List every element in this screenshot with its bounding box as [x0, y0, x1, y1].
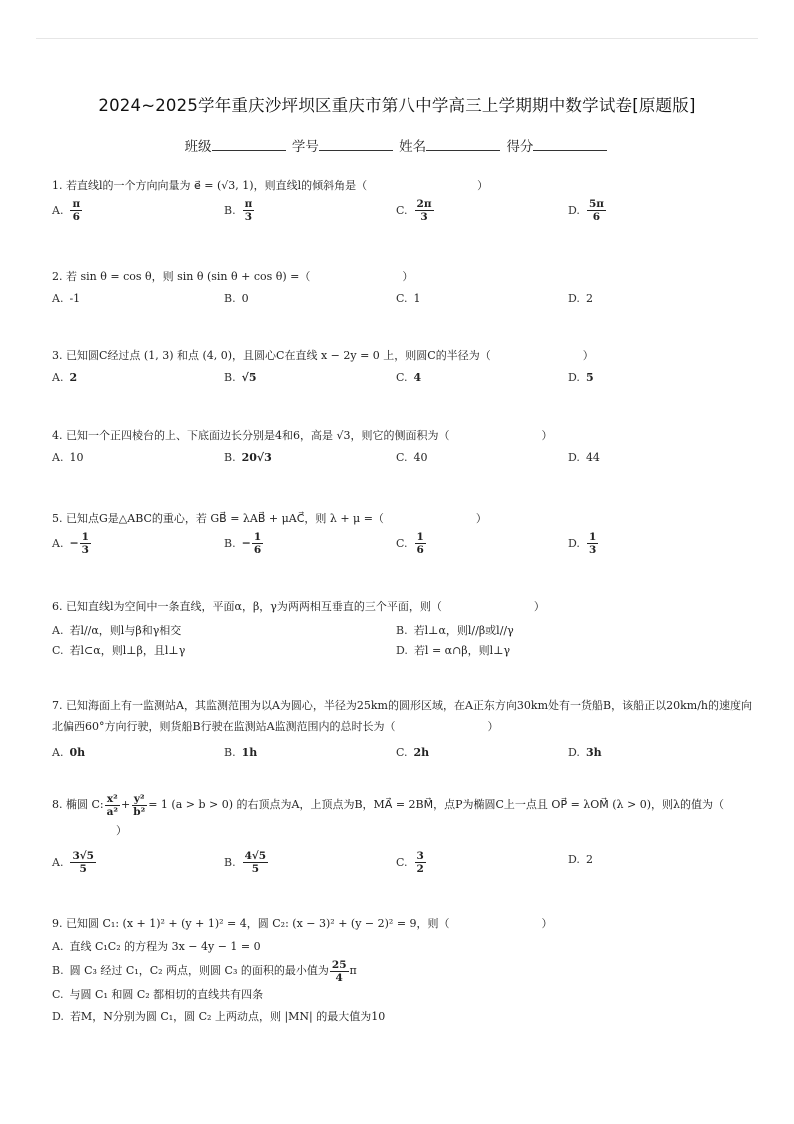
option-d[interactable] [568, 850, 593, 870]
question-stem [52, 914, 754, 934]
option-a[interactable] [52, 368, 77, 388]
frac-numerator: 1 [588, 531, 597, 543]
option-text: 2 [69, 371, 78, 384]
question-text: 椭圆 C: [66, 798, 104, 811]
option-d[interactable] [568, 289, 593, 309]
option-a[interactable] [52, 850, 97, 875]
option-a[interactable] [52, 448, 83, 468]
frac-denominator: 6 [72, 211, 80, 223]
score-blank[interactable] [533, 138, 607, 151]
question-2 [52, 267, 754, 307]
option-label: A. [52, 536, 64, 550]
option-c[interactable] [396, 850, 427, 875]
option-text: 若M，N分别为圆 C₁，圆 C₂ 上两动点，则 |MN| 的最大值为10 [69, 1010, 386, 1023]
option-text: 与圆 C₁ 和圆 C₂ 都相切的直线共有四条 [69, 988, 264, 1001]
question-number: 8. [52, 798, 63, 811]
question-text-rest: = 1 (a > b > 0) 的右顶点为A，上顶点为B，MA⃗ = 2BM⃗，点P为椭圆C上一点且 OP⃗ = λOM⃗ (λ > 0)，则λ的值为（ [148, 798, 724, 811]
option-c[interactable] [396, 531, 427, 556]
answer-paren-close: ） [582, 349, 594, 362]
question-stem [52, 176, 754, 196]
option-d[interactable] [52, 1006, 754, 1028]
frac-numerator: 1 [416, 531, 424, 543]
option-b[interactable] [52, 958, 754, 984]
option-b[interactable] [224, 198, 255, 223]
option-text: 1 [413, 292, 421, 305]
answer-paren-close: ） [487, 720, 499, 733]
question-6 [52, 597, 754, 661]
option-c[interactable] [396, 368, 421, 388]
question-stem [52, 792, 754, 844]
option-label: B. [224, 855, 236, 869]
question-9 [52, 914, 754, 1028]
option-d[interactable] [568, 368, 594, 388]
answer-paren-close: ） [533, 600, 545, 613]
option-d[interactable] [396, 641, 510, 661]
option-text: 0h [69, 746, 86, 759]
question-text: 已知海面上有一监测站A，其监测范围为以A为圆心，半径为25km的圆形区域，在A正东方向30km处有一货船B，该船正以20km/h的速度向北偏西60°方向行驶，则货船B行驶在监测站A监测范围内的总时长为（ [52, 699, 752, 733]
option-b[interactable] [224, 448, 272, 468]
frac-denominator: 2 [416, 863, 424, 875]
option-label: D. [396, 644, 408, 657]
score-label: 得分 [506, 139, 534, 155]
question-stem [52, 695, 754, 737]
option-label: D. [568, 203, 580, 217]
option-label: C. [52, 644, 64, 657]
option-label: D. [568, 292, 580, 305]
option-label: B. [52, 964, 64, 977]
option-label: C. [52, 988, 64, 1001]
frac-denominator: 3 [244, 211, 253, 223]
option-text: 圆 C₃ 经过 C₁，C₂ 两点，则圆 C₃ 的面积的最小值为 [69, 964, 329, 977]
question-number: 5. [52, 512, 63, 525]
option-label: C. [396, 536, 408, 550]
option-text: 2 [585, 853, 593, 866]
page-title: 2024~2025学年重庆沙坪坝区重庆市第八中学高三上学期期中数学试卷[原题版] [98, 96, 696, 115]
frac-numerator: π [72, 198, 81, 210]
option-text: 2 [585, 292, 593, 305]
question-text: 已知圆 C₁: (x + 1)² + (y + 1)² = 4，圆 C₂: (x − 3)² + (y − 2)² = 9，则（ [66, 917, 450, 930]
option-c[interactable] [52, 984, 754, 1006]
option-text: 若l⊥α，则l//β或l//γ [413, 624, 514, 637]
option-text: 10 [69, 451, 84, 464]
frac-denominator: 5 [251, 863, 259, 875]
frac-denominator: 3 [420, 211, 428, 223]
option-d[interactable] [568, 531, 599, 556]
frac-denominator: 3 [588, 544, 597, 556]
option-text: 44 [585, 451, 600, 464]
option-text: √5 [241, 371, 257, 384]
option-label: A. [52, 203, 64, 217]
option-b[interactable] [224, 743, 257, 763]
question-7 [52, 695, 754, 761]
option-label: D. [52, 1010, 64, 1023]
question-stem [52, 346, 754, 366]
option-label: C. [396, 292, 408, 305]
option-text: 若l⊂α，则l⊥β，且l⊥γ [69, 644, 186, 657]
option-b[interactable] [224, 368, 256, 388]
question-stem [52, 267, 754, 287]
option-text: 1h [241, 746, 258, 759]
class-blank[interactable] [212, 138, 286, 151]
question-stem [52, 426, 754, 446]
class-label: 班级 [184, 139, 212, 155]
frac-numerator: 3√5 [72, 850, 94, 862]
option-a[interactable] [52, 531, 92, 556]
option-b[interactable] [224, 531, 264, 556]
option-label: B. [396, 624, 408, 637]
option-c[interactable] [396, 448, 428, 468]
question-text: 已知点G是△ABC的重心，若 GB⃗ = λAB⃗ + μAC⃗，则 λ + μ =（ [66, 512, 384, 525]
option-label: A. [52, 292, 64, 305]
option-label: B. [224, 451, 236, 464]
option-label: B. [224, 203, 236, 217]
option-sign: − [241, 536, 251, 550]
question-stem [52, 597, 754, 617]
option-label: A. [52, 451, 64, 464]
frac-numerator: y² [133, 792, 145, 805]
option-text: 40 [413, 451, 428, 464]
frac-numerator: 1 [253, 531, 262, 543]
top-rule [36, 38, 758, 39]
option-b[interactable] [224, 289, 249, 309]
option-c[interactable] [396, 289, 421, 309]
question-text: 已知圆C经过点 (1, 3) 和点 (4, 0)，且圆心C在直线 x − 2y = 0 上，则圆C的半径为（ [66, 349, 491, 362]
student-info-line [0, 135, 794, 155]
option-label: D. [568, 746, 580, 759]
student-id-blank[interactable] [319, 138, 393, 151]
option-text: 20√3 [241, 451, 272, 464]
frac-numerator: π [244, 198, 253, 210]
frac-denominator: a² [106, 805, 119, 818]
option-c[interactable] [396, 743, 429, 763]
name-label: 姓名 [399, 139, 427, 155]
question-number: 1. [52, 179, 63, 192]
question-5 [52, 509, 754, 565]
option-text: 2h [413, 746, 430, 759]
option-label: A. [52, 855, 64, 869]
question-text: 已知直线l为空间中一条直线，平面α，β，γ为两两相互垂直的三个平面，则（ [66, 600, 442, 613]
option-label: D. [568, 451, 580, 464]
student-id-label: 学号 [291, 139, 319, 155]
option-a[interactable] [52, 621, 181, 641]
option-a[interactable] [52, 289, 80, 309]
option-label: B. [224, 371, 236, 384]
option-b[interactable] [224, 850, 269, 875]
option-label: A. [52, 371, 64, 384]
option-label: B. [224, 536, 236, 550]
option-text: 3h [585, 746, 602, 759]
frac-numerator: 3 [416, 850, 424, 862]
frac-denominator: 6 [592, 211, 601, 223]
question-text: 已知一个正四棱台的上、下底面边长分别是4和6，高是 √3，则它的侧面积为（ [66, 429, 450, 442]
question-number: 2. [52, 270, 63, 283]
frac-numerator: x² [106, 792, 118, 805]
frac-numerator: 5π [588, 198, 604, 210]
option-d[interactable] [568, 198, 607, 223]
question-4 [52, 426, 754, 466]
option-label: A. [52, 940, 64, 953]
answer-paren-close: ） [402, 270, 414, 283]
option-label: D. [568, 536, 580, 550]
option-label: C. [396, 855, 408, 869]
option-sign: − [69, 536, 79, 550]
question-number: 7. [52, 699, 63, 712]
option-c[interactable] [396, 198, 435, 223]
option-text: 5 [585, 371, 594, 384]
frac-denominator: 3 [81, 544, 89, 556]
question-1 [52, 176, 754, 232]
question-8 [52, 792, 754, 884]
option-text: 0 [241, 292, 249, 305]
pi-symbol: π [349, 964, 357, 977]
answer-paren-close: ） [477, 179, 489, 192]
question-number: 9. [52, 917, 63, 930]
option-label: A. [52, 746, 64, 759]
frac-denominator: 4 [335, 971, 343, 984]
answer-paren-close: ） [541, 429, 553, 442]
option-text: 若l//α，则l与β和γ相交 [69, 624, 182, 637]
option-label: D. [568, 853, 580, 866]
option-label: C. [396, 371, 408, 384]
question-stem [52, 509, 754, 529]
frac-denominator: 5 [79, 863, 87, 875]
option-text: 4 [413, 371, 422, 384]
name-blank[interactable] [426, 138, 500, 151]
frac-denominator: 6 [416, 544, 424, 556]
option-a[interactable] [52, 936, 754, 958]
option-label: C. [396, 203, 408, 217]
option-d[interactable] [568, 743, 602, 763]
option-text: 直线 C₁C₂ 的方程为 3x − 4y − 1 = 0 [69, 940, 261, 953]
question-3 [52, 346, 754, 386]
frac-numerator: 2π [416, 198, 432, 210]
option-text: 若l = α∩β，则l⊥γ [413, 644, 511, 657]
option-label: B. [224, 292, 236, 305]
question-text: 若直线l的一个方向向量为 e⃗ = (√3, 1)，则直线l的倾斜角是（ [66, 179, 368, 192]
option-c[interactable] [52, 641, 185, 661]
option-label: D. [568, 371, 580, 384]
option-label: C. [396, 451, 408, 464]
option-label: C. [396, 746, 408, 759]
answer-paren-close: ） [116, 824, 127, 837]
option-d[interactable] [568, 448, 600, 468]
frac-numerator: 4√5 [244, 850, 267, 862]
plus-sign: + [121, 798, 131, 811]
question-number: 6. [52, 600, 63, 613]
frac-numerator: 25 [331, 958, 347, 971]
option-b[interactable] [396, 621, 514, 641]
option-text: -1 [69, 292, 81, 305]
frac-denominator: b² [133, 805, 146, 818]
option-label: A. [52, 624, 64, 637]
answer-paren-close: ） [475, 512, 487, 525]
option-a[interactable] [52, 743, 85, 763]
option-label: B. [224, 746, 236, 759]
question-number: 3. [52, 349, 63, 362]
question-text: 若 sin θ = cos θ，则 sin θ (sin θ + cos θ) =（ [66, 270, 311, 283]
question-number: 4. [52, 429, 63, 442]
frac-numerator: 1 [81, 531, 89, 543]
answer-paren-close: ） [541, 917, 553, 930]
frac-denominator: 6 [253, 544, 262, 556]
option-a[interactable] [52, 198, 83, 223]
